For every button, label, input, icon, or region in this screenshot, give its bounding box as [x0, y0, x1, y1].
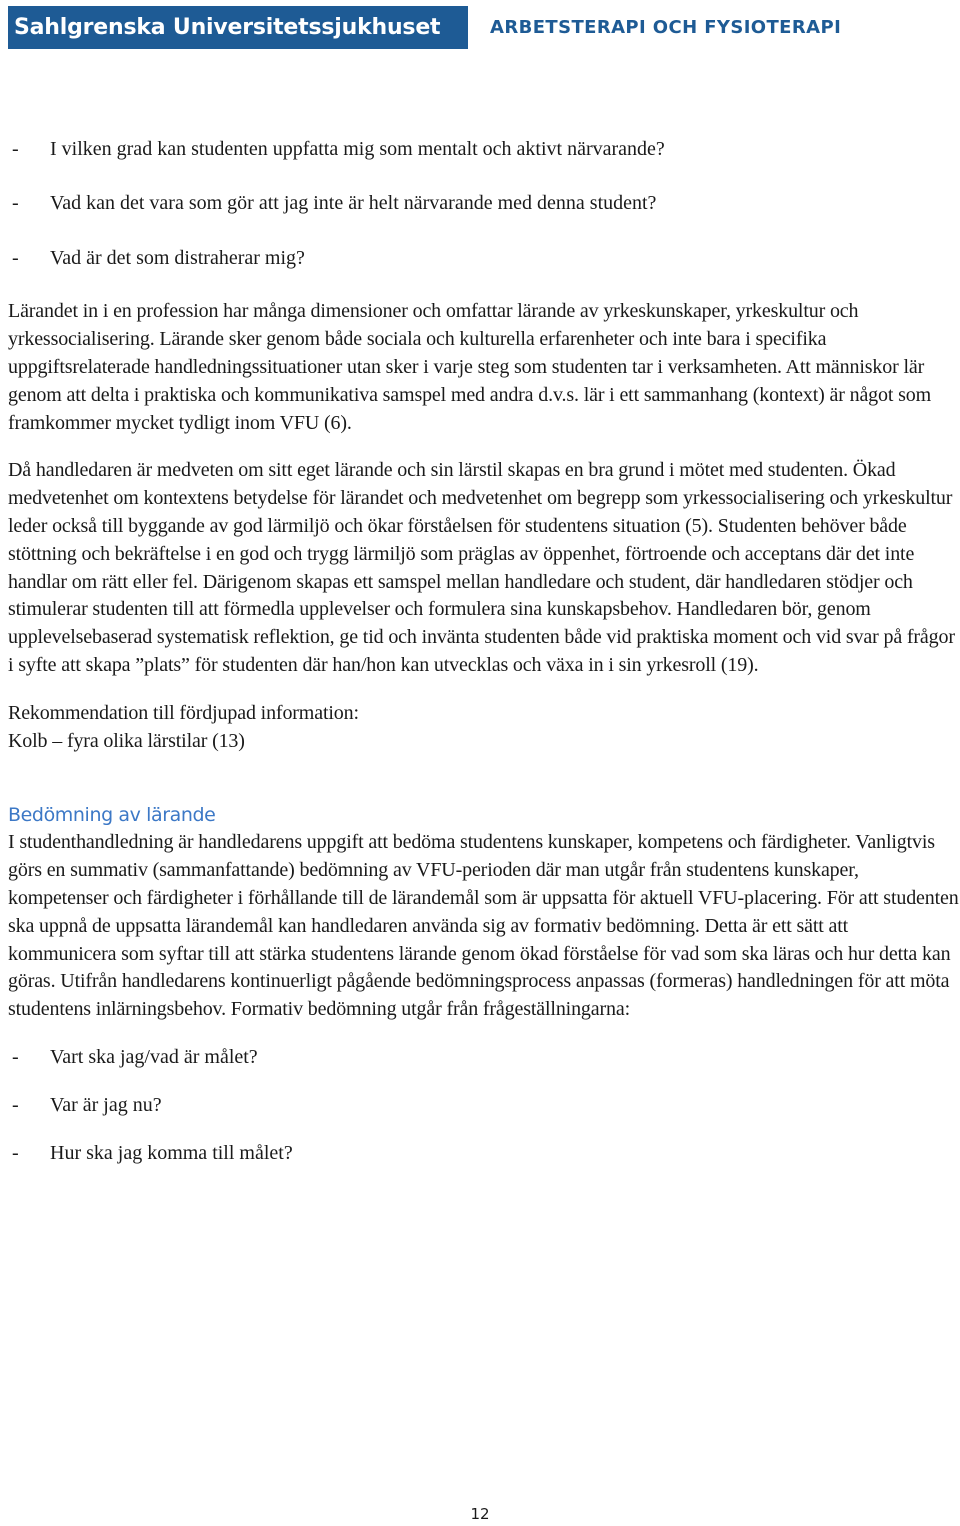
recommendation-label: Rekommendation till fördjupad information:: [8, 701, 359, 724]
recommendation-block: [8, 700, 960, 756]
page-header: [8, 6, 952, 49]
department-name: ARBETSTERAPI OCH FYSIOTERAPI: [490, 17, 842, 38]
list-item: - Vad kan det vara som gör att jag inte är helt närvarande med denna student?: [12, 192, 657, 215]
list-item: - Vad är det som distraherar mig?: [12, 246, 305, 269]
list-item: - I vilken grad kan studenten uppfatta mig som mentalt och aktivt närvarande?: [12, 138, 665, 160]
list-item: - Vart ska jag/vad är målet?: [12, 1045, 258, 1068]
hospital-logo-banner: [8, 6, 468, 49]
list-item: - Var är jag nu?: [12, 1093, 162, 1116]
hospital-name: Sahlgrenska Universitetssjukhuset: [14, 15, 441, 40]
page-number: 12: [470, 1505, 490, 1523]
section-heading: Bedömning av lärande: [8, 804, 216, 827]
question-list-1: [8, 136, 960, 272]
list-item: - Hur ska jag komma till målet?: [12, 1141, 293, 1164]
recommendation-item: Kolb – fyra olika lärstilar (13): [8, 729, 245, 752]
paragraph-supervisor-awareness: Då handledaren är medveten om sitt eget lärande och sin lärstil skapas en bra grund i mötet med studenten. Ökad medvetenhet om kontextens betydelse för lärandet och medvetenhet om begrepp som yrkessocialisering och yrkeskultur leder också till byggande av god lärmiljö och ökar förståelsen för studentens situation (5). Studenten behöver både stöttning och bekräftelse i en god och trygg lärmiljö som präglas av öppenhet, förtroende och acceptans där det inte handlar om rätt eller fel. Därigenom skapas ett samspel mellan handledare och student, där handledaren stödjer och stimulerar studenten till att förmedla upplevelser och formulera sina kunskapsbehov. Handledaren bör, genom upplevelsebaserad systematisk reflektion, ge tid och invänta studenten både vid praktiska moment och vid svar på frågor i syfte att skapa ”plats” för studenten där han/hon kan utvecklas och växa in i sin yrkesroll (19).: [8, 459, 955, 676]
department-banner: [468, 6, 952, 49]
paragraph-learning-profession: Lärandet in i en profession har många dimensioner och omfattar lärande av yrkeskunskaper, yrkeskultur och yrkessocialisering. Lärande sker genom både sociala och kulturella erfarenheter och inte bara i specifika uppgiftsrelaterade handledningssituationer utan sker i varje steg som studenten tar i verksamheten. Att människor lär genom att delta i praktiska och kommunikativa samspel med andra d.v.s. lär i ett sammanhang (kontext) är något som framkommer mycket tydligt inom VFU (6).: [8, 300, 932, 434]
paragraph-assessment: I studenthandledning är handledarens uppgift att bedöma studentens kunskaper, kompetens och färdigheter. Vanligtvis görs en summativ (sammanfattande) bedömning av VFU-perioden där man utgår från studentens kunskaper, kompetenser och färdigheter i förhållande till de lärandemål som är uppsatta för aktuell VFU-placering. För att studenten ska uppnå de uppsatta lärandemål kan handledaren använda sig av formativ bedömning. Detta är ett sätt att kommunicera som syftar till att stärka studentens lärande genom ökad förståelse för vad som ska läras och hur detta kan göras. Utifrån handledarens kontinuerligt pågående bedömningsprocess anpassas (formeras) handledningen för att möta studentens inlärningsbehov. Formativ bedömning utgår från frågeställningarna:: [8, 831, 959, 1021]
question-list-2: [8, 1044, 960, 1167]
document-body: [8, 136, 960, 1193]
